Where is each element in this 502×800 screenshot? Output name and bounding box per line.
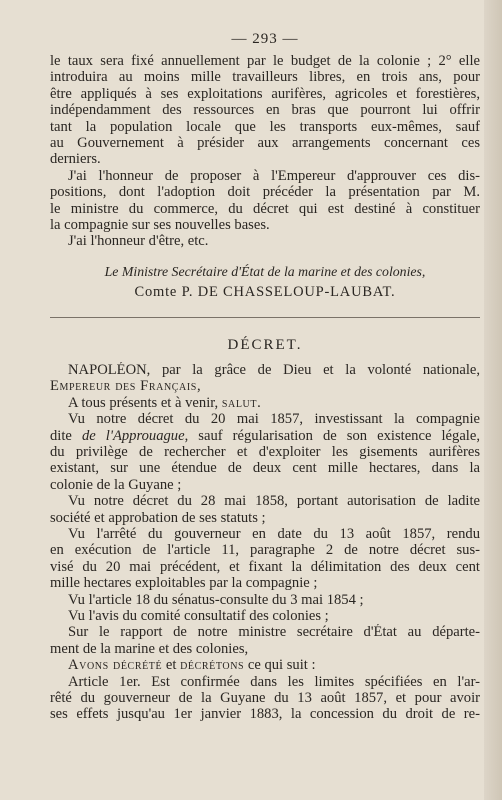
italic-text: de l'Approuague [81,427,185,444]
consideration-line [50,493,480,509]
salut-word: salut. [221,394,262,411]
emperor-title: Empereur des Français [50,378,197,395]
text-segment: mille hectares exploitables par la compagnie ; [50,575,318,592]
avons-line [50,657,480,673]
text-line: la compagnie sur ses nouvelles bases. [50,217,270,234]
preamble-line-1 [50,362,480,378]
consideration-line [50,428,480,444]
preamble-text: , [196,378,201,395]
text-line: tant la population locale que les transports eux-mêmes, sauf [50,118,480,135]
text-segment: Vu l'avis du comité consultatif des colonies ; [68,607,329,624]
decretons: décrétons [180,657,245,674]
salut-line [50,395,480,411]
text-line: derniers. [50,151,101,168]
text-line: ses effets jusqu'au 1er janvier 1883, la concession du droit de re- [50,706,480,723]
text-line: J'ai l'honneur de proposer à l'Empereur d'approuver ces dis- [68,167,480,184]
section-divider [50,317,480,318]
text-segment: du privilège de rechercher et d'exploiter les gisements aurifères [50,443,480,460]
article-1 [50,674,480,723]
page-number: — 293 — [231,31,299,47]
text-segment: Vu l'article 18 du sénatus-consulte du 3 mai 1854 ; [68,591,364,608]
decret-heading: DÉCRET. [227,336,303,353]
emperor-name: NAPOLÉON [68,361,147,378]
consideration-line [50,641,480,657]
text-line: Article 1er. Est confirmée dans les limites spécifiées en l'ar- [68,673,480,690]
consideration-line [50,559,480,575]
consideration-line [50,411,480,427]
text-line: le taux sera fixé annuellement par le budget de la colonie ; 2° elle [50,53,480,69]
paragraph-closing [50,233,480,249]
text-segment: Sur le rapport de notre ministre secrétaire d'État au départe- [68,624,480,641]
text-segment: colonie de la Guyane ; [50,476,182,493]
considerations [50,411,480,657]
text-segment: Vu l'arrêté du gouverneur en date du 13 août 1857, rendu [68,525,480,542]
text-segment: , sauf régularisation de son existence légale, [184,427,480,444]
decree-formula [50,657,480,673]
consideration-line [50,526,480,542]
text-segment: visé du 20 mai précédent, et fixant la délimitation des deux cent [50,558,480,575]
avons-decrete: Avons décrété [68,657,163,674]
signature-name: Comte P. DE CHASSELOUP-LAUBAT. [134,283,396,300]
consideration-line [50,510,480,526]
text-line: au Gouvernement à présider aux arrangements concernant ces [50,135,480,152]
text-line: positions, dont l'adoption doit précéder la présentation par M. [50,184,480,201]
preamble-text: , par la grâce de Dieu et la volonté nationale, [146,361,480,378]
text-segment: Vu notre décret du 28 mai 1858, portant autorisation de ladite [68,493,480,510]
consideration-line [50,624,480,640]
text-line: être appliqués à ses exploitations aurifères, agricoles et forestières, [50,85,480,102]
consideration-line [50,542,480,558]
salut-text: A tous présents et à venir, [68,394,222,411]
avons-tail: ce qui suit : [244,657,316,674]
text-segment: société et approbation de ses statuts ; [50,509,266,526]
consideration-line [50,608,480,624]
signature-title: Le Ministre Secrétaire d'État de la marine et des colonies, [104,263,426,279]
consideration-line [50,592,480,608]
text-segment: existant, sur une étendue de deux cent mille hectares, dans la [50,460,480,477]
text-segment: Vu notre décret du 20 mai 1857, investissant la compagnie [68,411,480,428]
paragraph-proposal [50,168,480,234]
preamble [50,362,480,411]
consideration-line [50,460,480,476]
page-edge-shadow [484,0,502,800]
text-line: introduira au moins mille travailleurs libres, en trois ans, pour [50,69,480,86]
text-line: J'ai l'honneur d'être, etc. [68,233,209,250]
avons-mid: et [162,657,181,674]
text-segment: ment de la marine et des colonies, [50,640,249,657]
consideration-line [50,444,480,460]
text-segment: dite [50,427,82,444]
text-line: rêté du gouverneur de la Guyane du 13 août 1857, et pour avoir [50,690,480,706]
text-line: indépendamment des ressources en bras que pourront lui offrir [50,102,480,119]
text-segment: en exécution de l'article 11, paragraphe 2 de notre décret sus- [50,542,480,559]
consideration-line [50,575,480,591]
preamble-line-2 [50,378,480,394]
consideration-line [50,477,480,493]
text-line: le ministre du commerce, du décret qui est destiné à constituer [50,200,480,217]
paragraph-conditions [50,53,480,168]
